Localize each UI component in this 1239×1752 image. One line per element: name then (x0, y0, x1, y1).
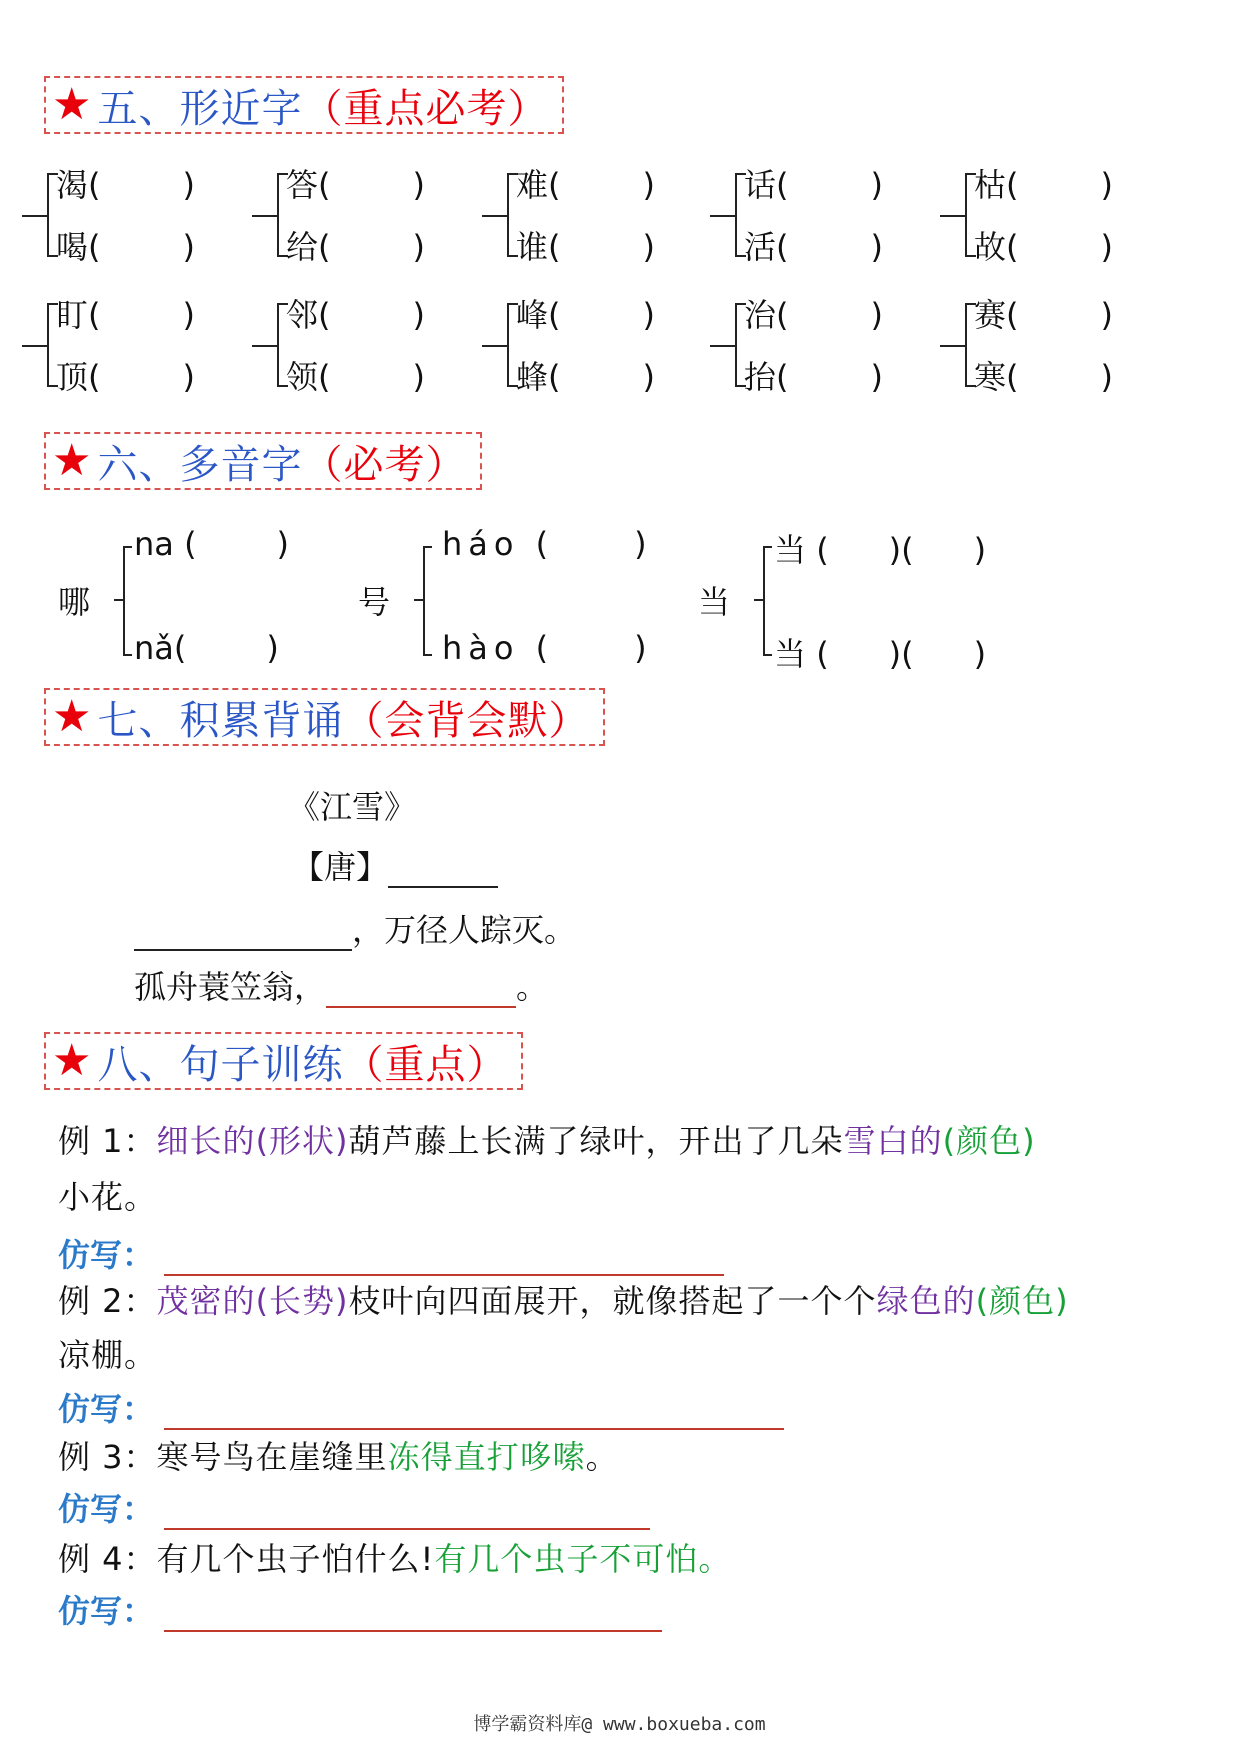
similar-char-row: 领( ) (286, 358, 425, 396)
section-title: 六、多音字 (97, 441, 303, 488)
footer-watermark: 博学霸资料库@ www.boxueba.com (473, 1714, 766, 1735)
polyphone-row-top: háo ( ) (442, 525, 653, 563)
similar-char-row: 难( ) (516, 166, 655, 204)
similar-char-row: 邻( ) (286, 296, 425, 334)
brace-icon (394, 535, 434, 665)
similar-char-row: 渴( ) (56, 166, 195, 204)
imitate-1: 仿写： (58, 1230, 724, 1276)
similar-char-row: 峰( ) (516, 296, 655, 334)
polyphone-row-bottom: nǎ( ) (134, 629, 279, 667)
similar-char-row: 顶( ) (56, 358, 195, 396)
similar-char-row: 抬( ) (744, 358, 883, 396)
imitate-blank-2[interactable] (164, 1400, 784, 1430)
similar-char-row: 谁( ) (516, 228, 655, 266)
star-icon: ★ (52, 1035, 92, 1086)
similar-char-pair (478, 290, 678, 400)
similar-char-row: 答( ) (286, 166, 425, 204)
star-icon: ★ (52, 435, 92, 486)
section-header-7 (44, 688, 605, 746)
section-header-5 (44, 76, 564, 134)
similar-char-row: 盯( ) (56, 296, 195, 334)
imitate-blank-3[interactable] (164, 1500, 650, 1530)
example-4: 例 4：有几个虫子怕什么!有几个虫子不可怕。 (58, 1540, 732, 1578)
example-2: 例 2：茂密的(长势)枝叶向四面展开，就像搭起了一个个绿色的(颜色) (58, 1282, 1069, 1320)
similar-char-pair (706, 290, 906, 400)
section-tag: （必考） (302, 441, 467, 488)
example-1: 例 1：细长的(形状)葫芦藤上长满了绿叶，开出了几朵雪白的(颜色) (58, 1122, 1036, 1160)
polyphone-row-top: 当 ( )( ) (774, 531, 987, 569)
poem-dynasty: 【唐】 (292, 842, 498, 888)
similar-char-row: 活( ) (744, 228, 883, 266)
similar-char-pair (706, 160, 906, 270)
similar-char-row: 给( ) (286, 228, 425, 266)
section-title: 五、形近字 (97, 85, 303, 132)
poem-blank-2[interactable] (326, 972, 516, 1008)
imitate-4: 仿写： (58, 1586, 662, 1632)
polyphone-row-top: na ( ) (134, 525, 290, 563)
poem-title: 《江雪》 (288, 788, 417, 826)
similar-char-pair (248, 160, 448, 270)
similar-char-pair (248, 290, 448, 400)
similar-char-row: 治( ) (744, 296, 883, 334)
example-1-cont: 小花。 (58, 1178, 158, 1216)
poem-line-2: 孤舟蓑笠翁， 。 (134, 968, 549, 1006)
section-tag: （重点必考） (302, 85, 549, 132)
section-header-8 (44, 1032, 523, 1090)
section-tag: （重点） (343, 1041, 508, 1088)
author-blank[interactable] (388, 856, 498, 888)
section-title: 七、积累背诵 (97, 697, 344, 744)
brace-icon (94, 535, 134, 665)
polyphone-char: 当 (698, 583, 731, 621)
imitate-2: 仿写： (58, 1384, 784, 1430)
poem-blank-1[interactable] (134, 915, 352, 951)
polyphone-row-bottom: 当 ( )( ) (774, 635, 987, 673)
example-2-cont: 凉棚。 (58, 1336, 158, 1374)
similar-char-row: 故( ) (974, 228, 1113, 266)
polyphone-row-bottom: hào ( ) (442, 629, 653, 667)
star-icon: ★ (52, 691, 92, 742)
similar-char-row: 枯( ) (974, 166, 1113, 204)
similar-char-pair (936, 160, 1136, 270)
similar-char-row: 蜂( ) (516, 358, 655, 396)
imitate-3: 仿写： (58, 1484, 650, 1530)
polyphone-char: 哪 (58, 583, 91, 621)
example-3: 例 3：寒号鸟在崖缝里冻得直打哆嗦。 (58, 1438, 619, 1476)
similar-char-pair (18, 290, 218, 400)
similar-char-row: 话( ) (744, 166, 883, 204)
star-icon: ★ (52, 79, 92, 130)
polyphone-char: 号 (358, 583, 391, 621)
imitate-blank-4[interactable] (164, 1602, 662, 1632)
section-header-6 (44, 432, 482, 490)
similar-char-pair (936, 290, 1136, 400)
imitate-blank-1[interactable] (164, 1246, 724, 1276)
section-tag: （会背会默） (343, 697, 590, 744)
similar-char-row: 寒( ) (974, 358, 1113, 396)
similar-char-row: 赛( ) (974, 296, 1113, 334)
similar-char-row: 喝( ) (56, 228, 195, 266)
similar-char-pair (18, 160, 218, 270)
similar-char-pair (478, 160, 678, 270)
poem-line-1: ，万径人踪灭。 (134, 905, 576, 951)
brace-icon (734, 535, 774, 665)
section-title: 八、句子训练 (97, 1041, 344, 1088)
